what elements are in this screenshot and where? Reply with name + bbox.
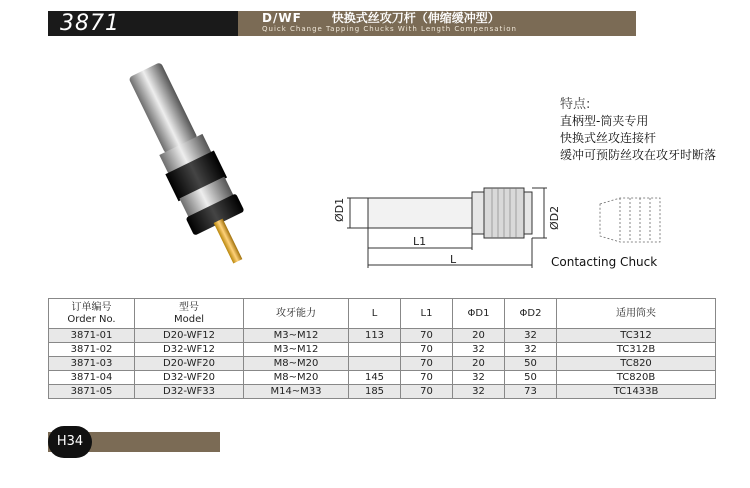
cell-l1: 70: [401, 329, 453, 343]
table-row: [49, 343, 716, 357]
cell-capacity: M8~M20: [244, 371, 349, 385]
cell-d2: 32: [505, 329, 557, 343]
header-d1: ΦD1: [453, 299, 505, 329]
cell-collet: TC312: [557, 329, 716, 343]
label-l: L: [450, 253, 457, 266]
label-d2: ØD2: [548, 205, 561, 230]
cell-l: 145: [349, 371, 401, 385]
cell-model: D32-WF33: [135, 385, 244, 399]
cell-capacity: M3~M12: [244, 343, 349, 357]
feature-item: 直柄型-筒夹专用: [560, 114, 649, 128]
cell-d2: 50: [505, 371, 557, 385]
table-row: [49, 371, 716, 385]
cell-collet: TC1433B: [557, 385, 716, 399]
cell-l1: 70: [401, 343, 453, 357]
header-l1: L1: [401, 299, 453, 329]
features-list: [560, 113, 716, 164]
cell-order-no: 3871-04: [49, 371, 135, 385]
cell-l: 185: [349, 385, 401, 399]
product-code: 3871: [60, 11, 120, 36]
feature-item: 缓冲可预防丝攻在攻牙时断落: [560, 148, 717, 162]
cell-model: D32-WF20: [135, 371, 244, 385]
cell-order-no: 3871-05: [49, 385, 135, 399]
cell-model: D20-WF12: [135, 329, 244, 343]
subtitle-en: Quick Change Tapping Chucks With Length Compensation: [262, 25, 517, 33]
header-title: [262, 11, 500, 25]
cell-capacity: M3~M12: [244, 329, 349, 343]
cell-d1: 32: [453, 371, 505, 385]
header-collet: 适用筒夹: [557, 299, 716, 329]
title-cn: 快换式丝攻刀杆（伸缩缓冲型）: [331, 11, 500, 25]
cell-d2: 32: [505, 343, 557, 357]
product-photo: [100, 55, 290, 270]
cell-l1: 70: [401, 357, 453, 371]
cell-l: [349, 343, 401, 357]
table-row: [49, 385, 716, 399]
label-d1: ØD1: [333, 197, 346, 222]
cell-model: D32-WF12: [135, 343, 244, 357]
header-tapping-capacity: 攻牙能力: [244, 299, 349, 329]
header-order-no: 订单编号 Order No.: [49, 299, 135, 329]
header-d2: ΦD2: [505, 299, 557, 329]
cell-d2: 50: [505, 357, 557, 371]
cell-d1: 20: [453, 329, 505, 343]
model-tag: D/WF: [262, 11, 302, 25]
cell-d1: 32: [453, 343, 505, 357]
cell-collet: TC820: [557, 357, 716, 371]
features-heading: 特点:: [560, 97, 591, 112]
page-number: H34: [48, 426, 92, 458]
label-l1: L1: [413, 235, 427, 248]
cell-model: D20-WF20: [135, 357, 244, 371]
table-row: [49, 357, 716, 371]
table-row: [49, 329, 716, 343]
cell-collet: TC312B: [557, 343, 716, 357]
cell-d2: 73: [505, 385, 557, 399]
cell-l: 113: [349, 329, 401, 343]
cell-l1: 70: [401, 385, 453, 399]
header-model: 型号 Model: [135, 299, 244, 329]
spec-table: [48, 298, 716, 399]
cell-d1: 20: [453, 357, 505, 371]
contacting-chuck-label: Contacting Chuck: [551, 255, 658, 269]
header-l: L: [349, 299, 401, 329]
cell-collet: TC820B: [557, 371, 716, 385]
cell-l1: 70: [401, 371, 453, 385]
cell-order-no: 3871-03: [49, 357, 135, 371]
cell-order-no: 3871-02: [49, 343, 135, 357]
cell-capacity: M8~M20: [244, 357, 349, 371]
cell-l: [349, 357, 401, 371]
cell-order-no: 3871-01: [49, 329, 135, 343]
feature-item: 快换式丝攻连接杆: [560, 131, 657, 145]
cell-d1: 32: [453, 385, 505, 399]
contacting-chuck-drawing: [590, 190, 670, 250]
table-header-row: [49, 299, 716, 329]
cell-capacity: M14~M33: [244, 385, 349, 399]
